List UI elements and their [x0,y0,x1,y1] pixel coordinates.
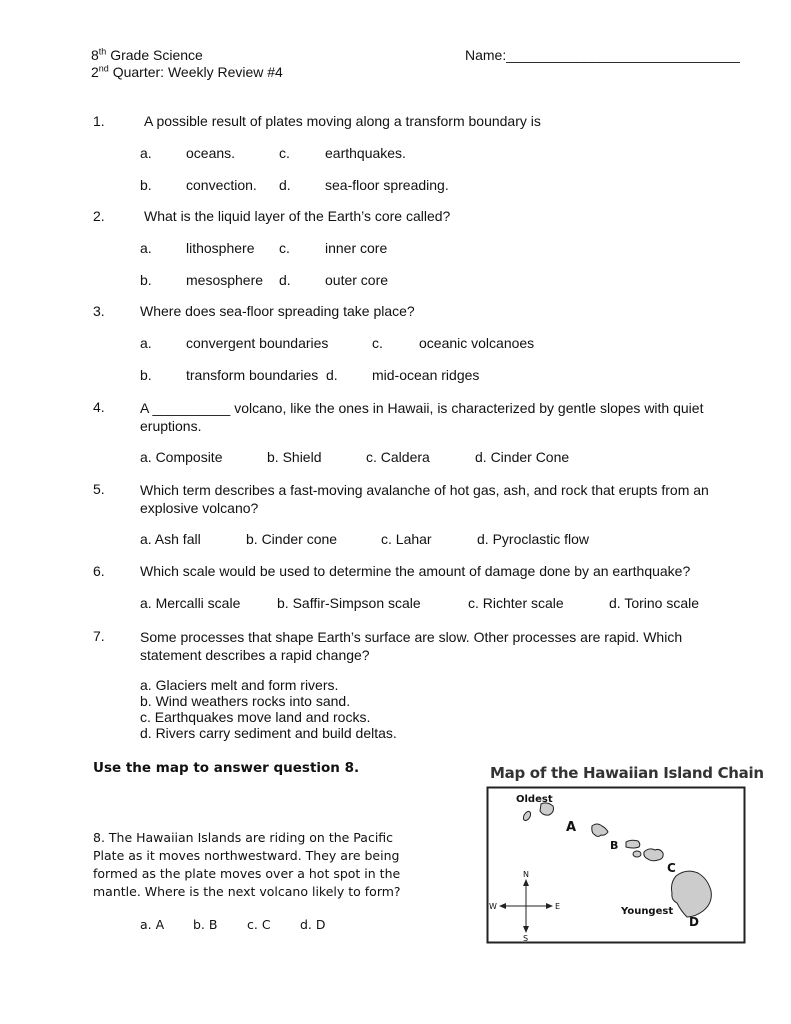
q2-number: 2. [93,208,105,224]
q4-number: 4. [93,399,105,415]
label-oldest: Oldest [516,794,553,805]
q2-a-letter: a. [140,240,152,256]
q2-option-a[interactable]: lithosphere [186,240,255,256]
q3-option-d[interactable]: mid-ocean ridges [372,367,480,383]
q6-option-c[interactable]: c. Richter scale [468,595,564,611]
q1-a-letter: a. [140,145,152,161]
q7-option-d[interactable]: d. Rivers carry sediment and build deltas. [140,725,397,741]
q7-text: Some processes that shape Earth’s surface are slow. Other processes are rapid. Which statement describes a rapid change? [140,629,683,663]
q3-b-letter: b. [140,367,152,383]
q5-number: 5. [93,481,105,497]
island-molokai [626,840,640,848]
q3-number: 3. [93,303,105,319]
grade-number: 8 [91,47,99,63]
q5-option-d[interactable]: d. Pyroclastic flow [477,531,590,547]
q8-option-b[interactable]: b. B [193,917,218,932]
hawaii-map [486,786,746,946]
label-a: A [566,820,577,835]
q4-option-a[interactable]: a. Composite [140,449,223,465]
label-d: D [689,915,699,929]
quarter-sup: nd [98,63,109,74]
grade-title [91,47,203,63]
compass-e: E [555,902,561,911]
q6-option-b[interactable]: b. Saffir-Simpson scale [277,595,421,611]
q1-d-letter: d. [279,177,291,193]
q4-option-d[interactable]: d. Cinder Cone [475,449,570,465]
q1-option-a[interactable]: oceans. [186,145,236,161]
q2-option-d[interactable]: outer core [325,272,389,288]
q8-text: 8. The Hawaiian Islands are riding on the Pacific Plate as it moves northwestward. They are being formed as the plate moves over a hot spot in the mantle. Where is the next volcano likely to form? [93,830,401,899]
q7-options [140,677,397,741]
q5-option-a[interactable]: a. Ash fall [140,531,201,547]
q7-option-a[interactable]: a. Glaciers melt and form rivers. [140,677,339,693]
q6-text: Which scale would be used to determine the amount of damage done by an earthquake? [140,563,691,579]
q6-number: 6. [93,563,105,579]
quarter-number: 2 [91,64,99,80]
q4-option-c[interactable]: c. Caldera [366,449,430,465]
q4-text: A __________ volcano, like the ones in Hawaii, is characterized by gentle slopes with quiet eruptions. [140,400,704,434]
q1-text: A possible result of plates moving along a transform boundary is [144,113,541,129]
quarter-suffix: Quarter: Weekly Review #4 [108,64,283,80]
q1-option-d[interactable]: sea-floor spreading. [325,177,449,193]
q2-c-letter: c. [279,240,290,256]
q5-option-c[interactable]: c. Lahar [381,531,432,547]
q3-option-c[interactable]: oceanic volcanoes [419,335,535,351]
q2-d-letter: d. [279,272,291,288]
quarter-title [91,64,283,80]
q7-option-c[interactable]: c. Earthquakes move land and rocks. [140,709,371,725]
q7-number: 7. [93,628,105,644]
q8-option-d[interactable]: d. D [300,917,326,932]
q2-text: What is the liquid layer of the Earth’s core called? [144,208,451,224]
q1-c-letter: c. [279,145,290,161]
q3-a-letter: a. [140,335,152,351]
q3-option-b[interactable]: transform boundaries [186,367,319,383]
q6-option-d[interactable]: d. Torino scale [609,595,700,611]
compass-s: S [523,934,529,943]
label-c: C [667,861,676,875]
q5-option-b[interactable]: b. Cinder cone [246,531,338,547]
q5-text: Which term describes a fast-moving avalanche of hot gas, ash, and rock that erupts from an explosive volcano? [140,482,709,516]
q3-d-letter: d. [326,367,338,383]
q4-option-b[interactable]: b. Shield [267,449,322,465]
map-instruction: Use the map to answer question 8. [93,760,360,776]
q2-option-c[interactable]: inner core [325,240,388,256]
q2-b-letter: b. [140,272,152,288]
compass-n: N [523,870,529,879]
compass-w: W [489,902,497,911]
island-lanai [633,851,641,857]
q1-number: 1. [93,113,105,129]
label-b: B [610,839,619,852]
q8-option-c[interactable]: c. C [247,917,271,932]
q6-option-a[interactable]: a. Mercalli scale [140,595,241,611]
q7-option-b[interactable]: b. Wind weathers rocks into sand. [140,693,351,709]
q3-option-a[interactable]: convergent boundaries [186,335,329,351]
q3-text: Where does sea-floor spreading take place? [140,303,415,319]
q1-option-c[interactable]: earthquakes. [325,145,406,161]
q1-option-b[interactable]: convection. [186,177,257,193]
grade-suffix: Grade Science [106,47,203,63]
label-youngest: Youngest [621,906,674,917]
name-field[interactable]: Name:______________________________ [465,47,740,63]
map-title: Map of the Hawaiian Island Chain [490,764,764,782]
q3-c-letter: c. [372,335,383,351]
q2-option-b[interactable]: mesosphere [186,272,264,288]
q1-b-letter: b. [140,177,152,193]
grade-sup: th [98,46,107,57]
q8-option-a[interactable]: a. A [140,917,165,932]
